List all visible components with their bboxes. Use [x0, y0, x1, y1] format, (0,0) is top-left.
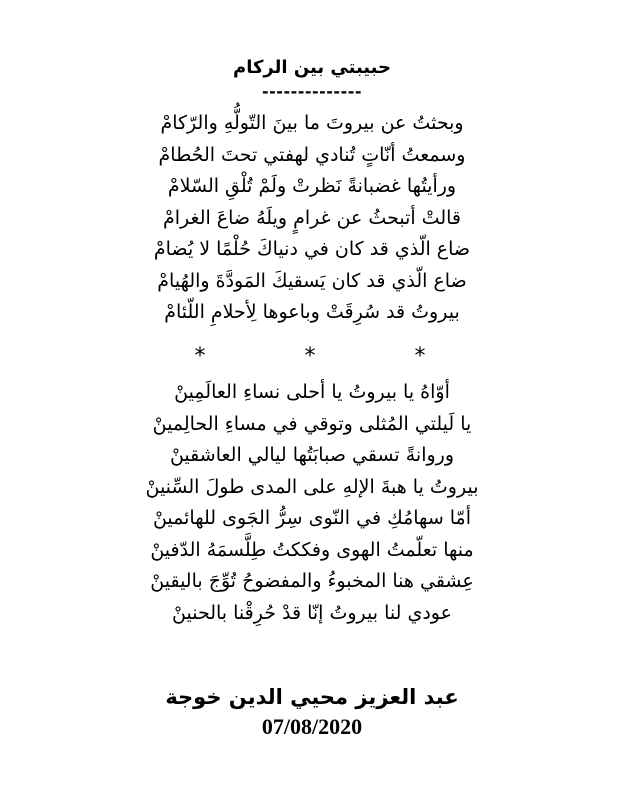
author-name: عبد العزيز محيي الدين خوجة: [165, 685, 459, 709]
verse-line: وسمعتُ أنّاتٍ تُنادي لهفتي تحتَ الحُطامْ: [158, 143, 466, 166]
verse-line: أوّاهُ يا بيروتُ يا أحلى نساءِ العالَمِينْ: [174, 381, 450, 403]
verse-line: يا لَيلتي المُثلى وتوقي في مساءِ الحالِمينْ: [152, 412, 472, 435]
verse-line: ضاع الّذي قد كان يَسقيكَ المَودَّةَ والهُيامْ: [157, 269, 467, 292]
verse-line: بيروتُ يا هبةَ الإلهِ على المدى طولَ السِّنينْ: [145, 475, 479, 498]
poem-date: 07/08/2020: [261, 714, 363, 739]
verse-line: عِشقي هنا المخبوءُ والمفضوحُ تُوِّجَ باليقينْ: [150, 570, 474, 592]
verse-line: عودي لنا بيروتُ إنّا قدْ حُرِقْنا بالحنينْ: [172, 601, 452, 624]
stanza-separator-stars: [0, 342, 624, 372]
separator-star: *: [414, 344, 426, 369]
separator-star: *: [194, 344, 206, 369]
verse-line: ضاع الّذي قد كان في دنياكَ حُلْمًا لا يُضامْ: [153, 238, 471, 260]
verse-line: منها تعلّمتُ الهوى وفككتُ طِلَّسمَهُ الدّفينْ: [150, 538, 474, 561]
verse-line: ورأيتُها غضبانةً نَظرتْ ولَمْ تُلْقِ السّلامْ: [167, 175, 457, 197]
stanza-one: [0, 108, 624, 329]
title-separator: --------------: [262, 82, 362, 101]
verse-line: وبحثتُ عن بيروتَ ما بينَ التّولُّهِ والرّكامْ: [160, 112, 464, 134]
poem-title: حبيبتي بين الركام: [233, 57, 391, 78]
separator-star: *: [304, 344, 316, 369]
stanza-two: [0, 377, 624, 629]
verse-line: بيروتُ قد سُرِقَتْ وباعوها لِأحلامِ اللّئامْ: [164, 301, 460, 323]
verse-line: أمّا سهامُكِ في النّوى سِرُّ الجَوى للهائمينْ: [152, 507, 472, 529]
verse-line: وروانةً تسقي صبابَتُها ليالي العاشقينْ: [169, 444, 455, 466]
verse-line: قالتْ أتبحثُ عن غرامٍ ويلَهُ ضاعَ الغرامْ: [163, 206, 461, 229]
